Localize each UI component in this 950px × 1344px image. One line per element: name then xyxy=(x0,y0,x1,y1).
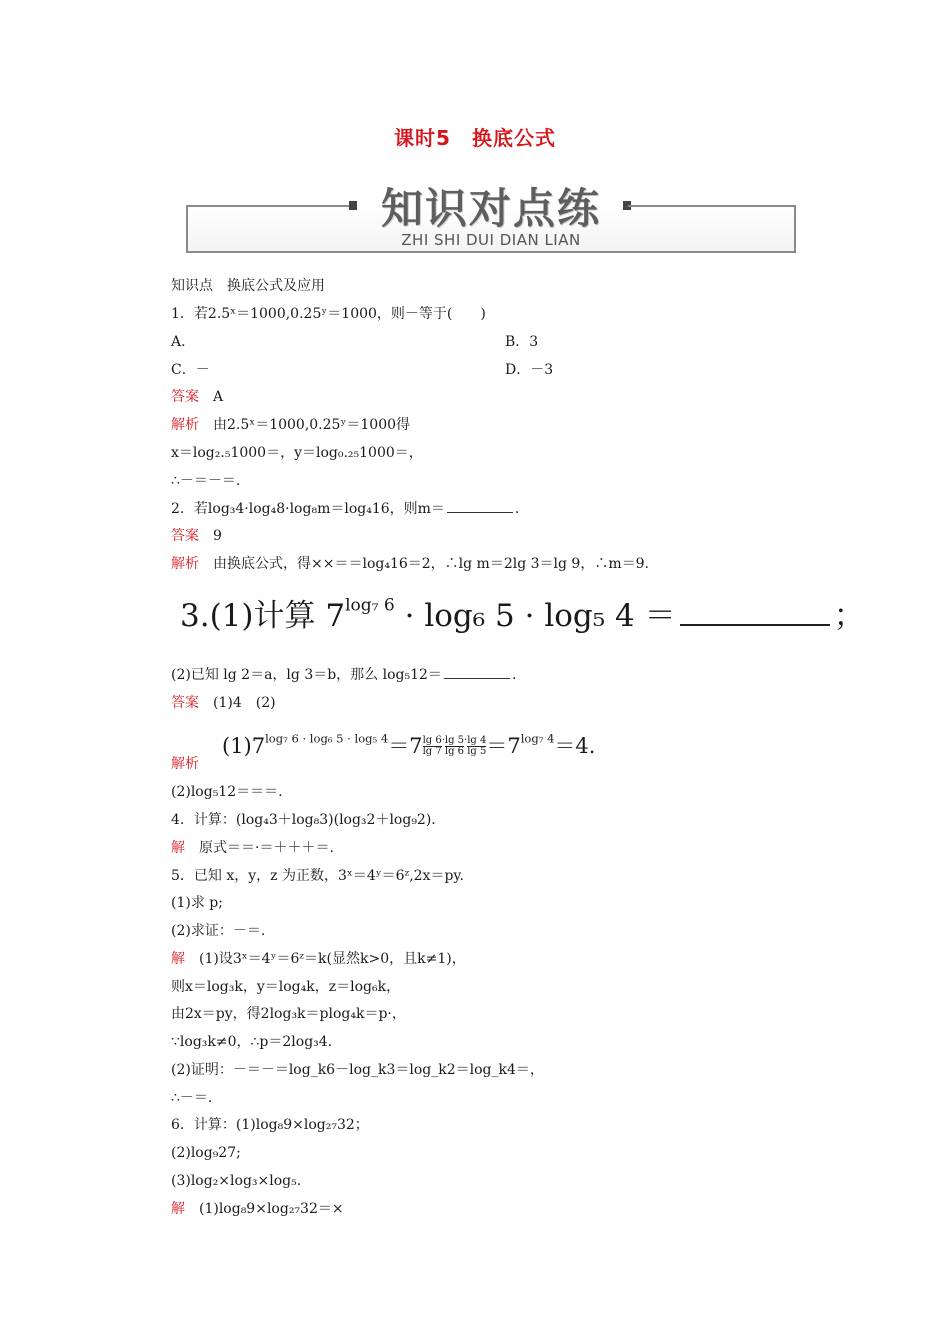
q3-analysis-line2: (2)log₅12＝＝＝. xyxy=(171,784,283,800)
q3-blank xyxy=(680,598,830,626)
q5-solution xyxy=(171,949,466,969)
f-mid: ＝7 xyxy=(388,734,423,758)
q3-analysis-label xyxy=(171,754,199,774)
q6-part2: (2)log₉27; xyxy=(171,1145,241,1161)
q1-option-d: D．－3 xyxy=(505,362,554,378)
f-mid2: ＝7 xyxy=(486,734,521,758)
answer-value: A xyxy=(213,389,224,405)
q2-blank xyxy=(447,500,513,513)
q3-part2-blank xyxy=(444,666,510,679)
q1-answer xyxy=(171,387,223,407)
q2-stem-text: 2．若log₃4·log₄8·log₈m＝log₄16，则m＝ xyxy=(171,501,445,517)
q1-analysis-line2: x＝log₂.₅1000＝，y＝log₀.₂₅1000＝， xyxy=(171,445,423,461)
frac1-den: lg 7 xyxy=(422,746,442,757)
q4-solution xyxy=(171,838,334,858)
solution-label: 解 xyxy=(171,951,185,967)
q6-part3: (3)log₂×log₃×log₅. xyxy=(171,1173,302,1189)
q3-exponent: log₇ 6 xyxy=(345,595,395,616)
q3-end: ； xyxy=(833,598,865,634)
q2-stem: 2．若log₃4·log₄8·log₈m＝log₄16，则m＝ . xyxy=(171,501,520,517)
solution-label: 解 xyxy=(171,840,185,856)
frac2-num: lg 5 xyxy=(444,735,465,746)
banner-subtitle: ZHI SHI DUI DIAN LIAN xyxy=(401,231,581,249)
f-exp2: log₇ 4 xyxy=(520,731,555,746)
answer-value: 9 xyxy=(213,528,222,544)
solution-text: 原式＝＝·＝＋＋＋＝. xyxy=(199,840,334,856)
q3-answer xyxy=(171,693,276,713)
frac2 xyxy=(445,736,464,757)
q5-stem: 5．已知 x，y，z 为正数，3ˣ＝4ʸ＝6ᶻ,2x＝py. xyxy=(171,868,464,884)
q1-stem: 1．若2.5ˣ＝1000,0.25ʸ＝1000，则－等于( ) xyxy=(171,306,486,322)
q5-solution-line3: 由2x＝py，得2log₃k＝plog₄k＝p·， xyxy=(171,1006,406,1022)
f-exp: log₇ 6 · log₆ 5 · log₅ 4 xyxy=(265,731,389,746)
solution-text: (1)log₈9×log₂₇32＝× xyxy=(199,1201,344,1217)
q4-stem: 4．计算：(log₄3＋log₈3)(log₃2＋log₉2). xyxy=(171,812,436,828)
q1-option-b: B．3 xyxy=(505,334,539,350)
q5-part2: (2)求证：－＝. xyxy=(171,923,266,939)
frac1 xyxy=(423,736,442,757)
q5-solution-line4: ∵log₃k≠0，∴p＝2log₃4. xyxy=(171,1034,333,1050)
frac3 xyxy=(467,736,486,757)
q3-part2: (2)已知 lg 2＝a，lg 3＝b，那么 log₅12＝ . xyxy=(171,667,517,683)
analysis-text: 由换底公式，得××＝＝log₄16＝2，∴lg m＝2lg 3＝lg 9，∴m＝9. xyxy=(213,556,649,572)
q1-option-a: A. xyxy=(171,334,186,350)
analysis-text: 由2.5ˣ＝1000,0.25ʸ＝1000得 xyxy=(213,417,411,433)
banner-title: 知识对点练 xyxy=(380,184,601,233)
q5-solution-line2: 则x＝log₃k，y＝log₄k，z＝log₆k， xyxy=(171,979,401,995)
answer-label: 答案 xyxy=(171,389,199,405)
frac3-den: lg 5 xyxy=(467,746,487,757)
q2-analysis xyxy=(171,554,649,574)
frac2-den: lg 6 xyxy=(444,746,465,757)
analysis-label: 解析 xyxy=(171,417,199,433)
page-title: 课时5 换底公式 xyxy=(394,126,556,150)
analysis-label: 解析 xyxy=(171,756,199,772)
q3-rest: · log₆ 5 · log₅ 4 ＝ xyxy=(394,598,676,634)
q3-part2-text: (2)已知 lg 2＝a，lg 3＝b，那么 log₅12＝ xyxy=(171,667,442,683)
solution-label: 解 xyxy=(171,1201,185,1217)
q3-solution-formula: $(1)7^{log_7 6 \cdot log_6 5 \cdot log_5 4}=7$ $\frac{\lg 6}{\lg 7}$ · $\frac{\lg 5}{\lg 6}$ · $\frac{\lg 4}{\lg 5}$ $=7^{log_7 4}=4$. xyxy=(222,731,596,758)
answer-label: 答案 xyxy=(171,528,199,544)
q6-solution xyxy=(171,1199,344,1219)
q6-stem: 6．计算：(1)log₈9×log₂₇32； xyxy=(171,1117,369,1133)
analysis-label: 解析 xyxy=(171,556,199,572)
section-heading: 知识点 换底公式及应用 xyxy=(171,278,325,294)
q5-solution-line5: (2)证明：－＝－＝log_k6－log_k3＝log_k2＝log_k4＝， xyxy=(171,1062,544,1078)
frac3-num: lg 4 xyxy=(467,735,487,746)
f-end: ＝4. xyxy=(554,734,596,758)
section-banner xyxy=(186,176,796,256)
q3-part1 xyxy=(180,590,865,635)
q5-solution-line6: ∴－＝. xyxy=(171,1090,213,1106)
q2-answer xyxy=(171,526,222,546)
q1-analysis xyxy=(171,415,410,435)
answer-value: (1)4 (2) xyxy=(213,695,276,711)
q1-analysis-line3: ∴－＝－＝. xyxy=(171,473,241,489)
f-pre: (1)7 xyxy=(222,734,266,758)
solution-text: (1)设3ˣ＝4ʸ＝6ᶻ＝k(显然k>0，且k≠1)， xyxy=(199,951,466,967)
frac1-num: lg 6 xyxy=(422,735,442,746)
q5-part1: (1)求 p; xyxy=(171,895,223,911)
answer-label: 答案 xyxy=(171,695,199,711)
q1-option-c: C．－ xyxy=(171,362,210,378)
q3-prefix: 3.(1)计算 7 xyxy=(180,598,346,634)
